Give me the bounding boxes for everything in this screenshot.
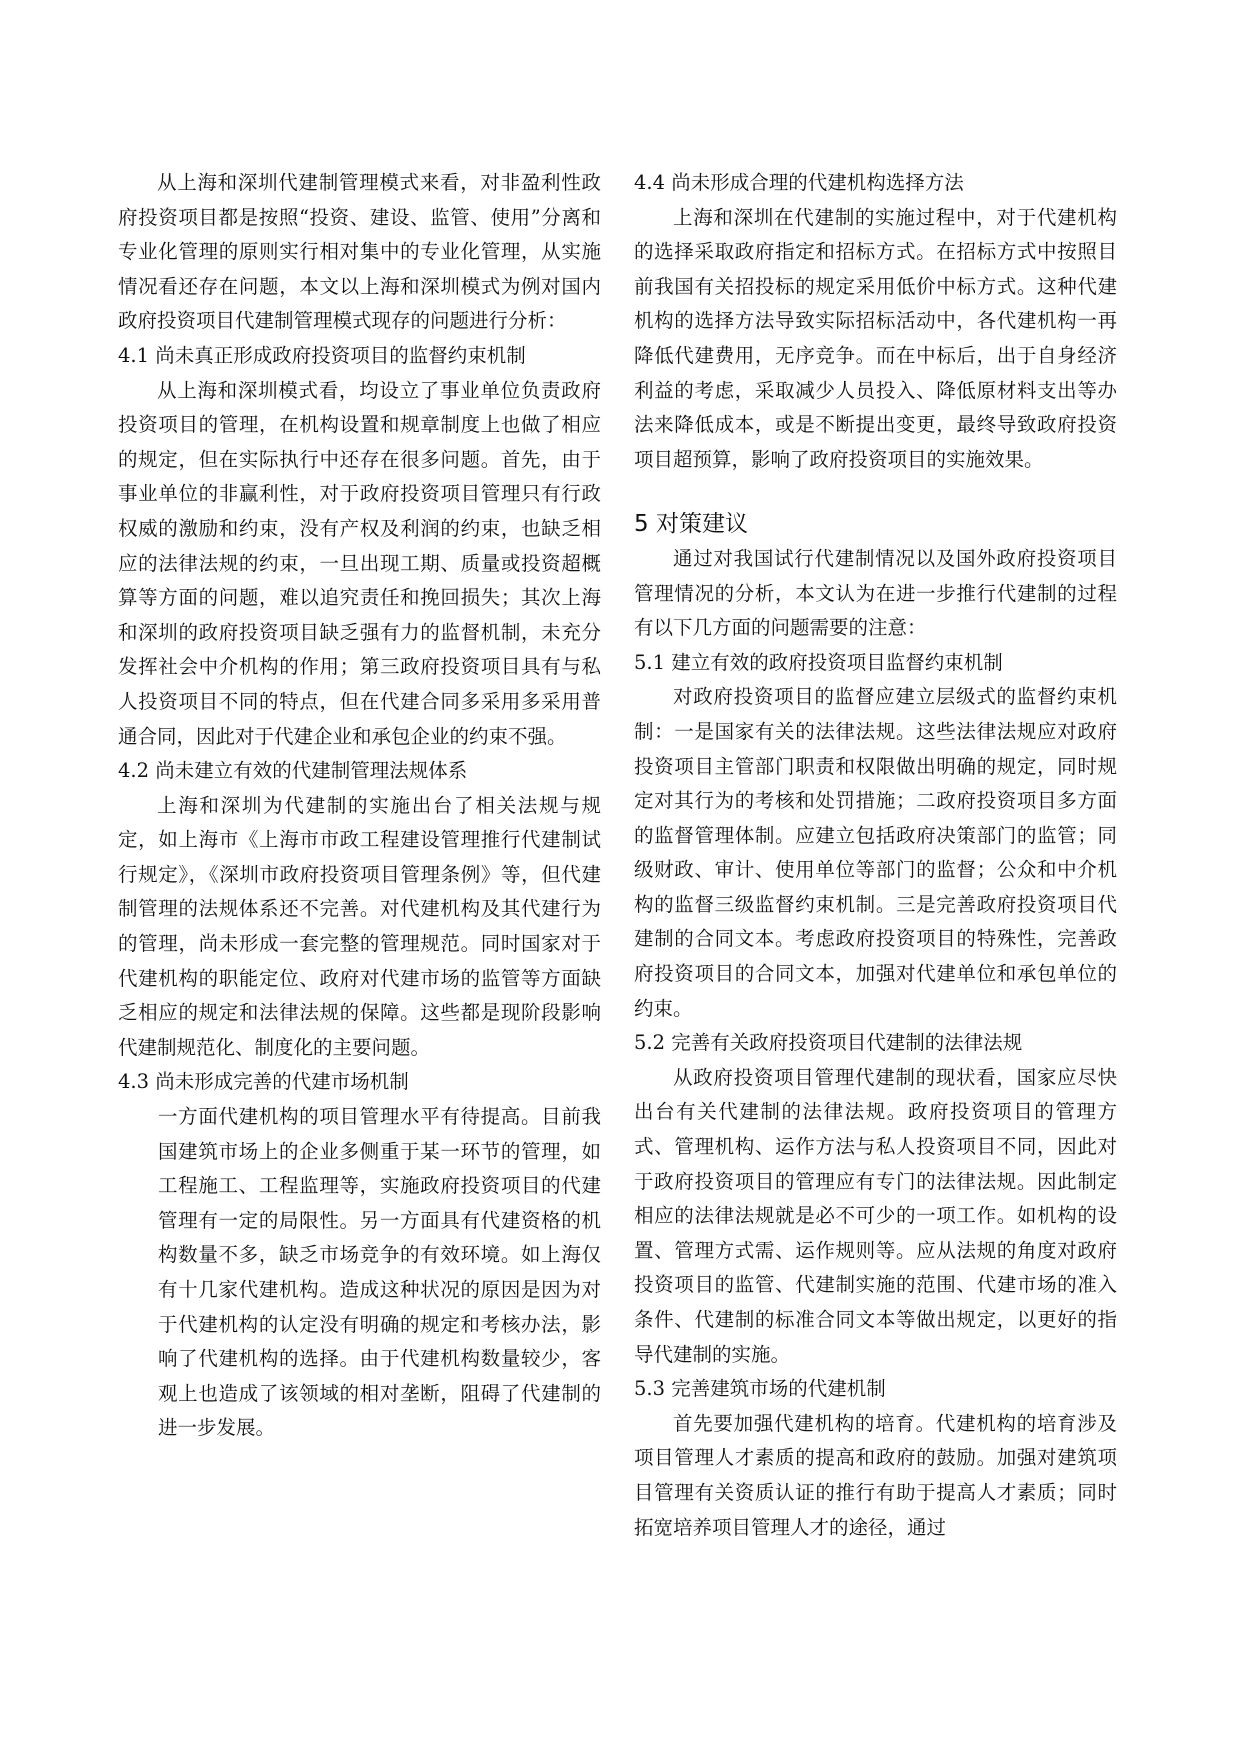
- right-column: [634, 166, 1117, 1545]
- section-5-heading: 5 对策建议: [634, 511, 748, 538]
- section-4-4-heading: 4.4 尚未形成合理的代建机构选择方法: [634, 171, 964, 194]
- section-5-3-paragraph: 首先要加强代建机构的培育。代建机构的培育涉及项目管理人才素质的提高和政府的鼓励。加强对建筑项目管理有关资质认证的推行有助于提高人才素质；同时拓宽培养项目管理人才的途径，通过: [634, 1411, 1117, 1539]
- section-4-3-heading: 4.3 尚未形成完善的代建市场机制: [118, 1070, 409, 1094]
- left-column: [118, 166, 601, 1446]
- section-4-1-heading: 4.1 尚未真正形成政府投资项目的监督约束机制: [118, 343, 526, 367]
- section-5-1-heading: 5.1 建立有效的政府投资项目监督约束机制: [634, 650, 1003, 674]
- section-4-2-heading: 4.2 尚未建立有效的代建制管理法规体系: [118, 759, 468, 783]
- section-4-2-paragraph: 上海和深圳为代建制的实施出台了相关法规与规定，如上海市《上海市市政工程建设管理推行代建制试行规定》，《深圳市政府投资项目管理条例》等，但代建制管理的法规体系还不完善。对代建机构及其代建行为的管理，尚未形成一套完整的管理规范。同时国家对于代建机构的职能定位、政府对代建市场的监管等方面缺乏相应的规定和法律法规的保障。这些都是现阶段影响代建制规范化、制度化的主要问题。: [118, 793, 601, 1059]
- section-4-1-paragraph: 从上海和深圳模式看，均设立了事业单位负责政府投资项目的管理，在机构设置和规章制度上也做了相应的规定，但在实际执行中还存在很多问题。首先，由于事业单位的非赢利性，对于政府投资项目管理只有行政权威的激励和约束，没有产权及利润的约束，也缺乏相应的法律法规的约束，一旦出现工期、质量或投资超概算等方面的问题，难以追究责任和挽回损失；其次上海和深圳的政府投资项目缺乏强有力的监督机制，未充分发挥社会中介机构的作用；第三政府投资项目具有与私人投资项目不同的特点，但在代建合同多采用多采用普通合同，因此对于代建企业和承包企业的约束不强。: [118, 378, 601, 748]
- intro-paragraph: 从上海和深圳代建制管理模式来看，对非盈利性政府投资项目都是按照“投资、建设、监管、使用”分离和专业化管理的原则实行相对集中的专业化管理，从实施情况看还存在问题，本文以上海和深圳模式为例对国内政府投资项目代建制管理模式现存的问题进行分析：: [118, 171, 601, 333]
- section-4-4-paragraph: 上海和深圳在代建制的实施过程中，对于代建机构的选择采取政府指定和招标方式。在招标方式中按照目前我国有关招投标的规定采用低价中标方式。这种代建机构的选择方法导致实际招标活动中，各代建机构一再降低代建费用，无序竞争。而在中标后，出于自身经济利益的考虑，采取减少人员投入、降低原材料支出等办法来降低成本，或是不断提出变更，最终导致政府投资项目超预算，影响了政府投资项目的实施效果。: [634, 205, 1117, 471]
- section-5-2-heading: 5.2 完善有关政府投资项目代建制的法律法规: [634, 1031, 1023, 1055]
- section-4-3-paragraph: 一方面代建机构的项目管理水平有待提高。目前我国建筑市场上的企业多侧重于某一环节的管理，如工程施工、工程监理等，实施政府投资项目的代建管理有一定的局限性。另一方面具有代建资格的机构数量不多，缺乏市场竞争的有效环境。如上海仅有十几家代建机构。造成这种状况的原因是因为对于代建机构的认定没有明确的规定和考核办法，影响了代建机构的选择。由于代建机构数量较少，客观上也造成了该领域的相对垄断，阻碍了代建制的进一步发展。: [158, 1105, 601, 1440]
- section-5-paragraph: 通过对我国试行代建制情况以及国外政府投资项目管理情况的分析，本文认为在进一步推行代建制的过程有以下几方面的问题需要的注意：: [634, 546, 1117, 640]
- section-5-2-paragraph: 从政府投资项目管理代建制的现状看，国家应尽快出台有关代建制的法律法规。政府投资项目的管理方式、管理机构、运作方法与私人投资项目不同，因此对于政府投资项目的管理应有专门的法律法规。因此制定相应的法律法规就是必不可少的一项工作。如机构的设置、管理方式需、运作规则等。应从法规的角度对政府投资项目的监管、代建制实施的范围、代建市场的准入条件、代建制的标准合同文本等做出规定，以更好的指导代建制的实施。: [634, 1065, 1117, 1366]
- section-5-1-paragraph: 对政府投资项目的监督应建立层级式的监督约束机制：一是国家有关的法律法规。这些法律法规应对政府投资项目主管部门职责和权限做出明确的规定，同时规定对其行为的考核和处罚措施；二政府投资项目多方面的监督管理体制。应建立包括政府决策部门的监管；同级财政、审计、使用单位等部门的监督；公众和中介机构的监督三级监督约束机制。三是完善政府投资项目代建制的合同文本。考虑政府投资项目的特殊性，完善政府投资项目的合同文本，加强对代建单位和承包单位的约束。: [634, 685, 1117, 1020]
- section-5-3-heading: 5.3 完善建筑市场的代建机制: [634, 1377, 886, 1401]
